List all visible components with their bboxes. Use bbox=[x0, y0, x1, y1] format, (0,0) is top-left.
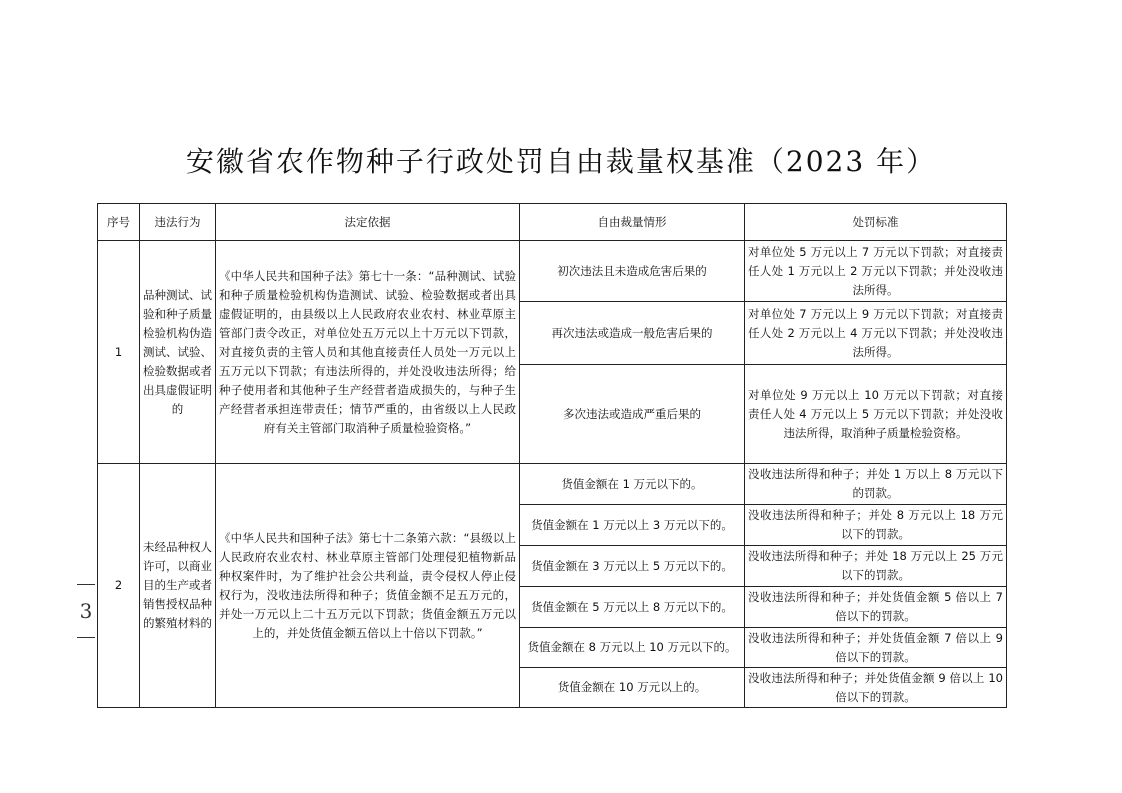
row-basis: 《中华人民共和国种子法》第七十一条：“品种测试、试验和种子质量检验机构伪造测试、试验、检验数据或者出具虚假证明的，由县级以上人民政府农业农村、林业草原主管部门责令改正，对单位处五万元以上十万元以下罚款，对直接负责的主管人员和其他直接责任人员处一万元以上五万元以下罚款；有违法所得的，并处没收违法所得；给种子使用者和其他种子生产经营者造成损失的，与种子生产经营者承担连带责任；情节严重的，由省级以上人民政府有关主管部门取消种子质量检验资格。” bbox=[216, 241, 520, 464]
situation-cell: 多次违法或造成严重后果的 bbox=[520, 365, 745, 464]
header-standard: 处罚标准 bbox=[745, 204, 1007, 241]
penalty-standards-table bbox=[97, 203, 1007, 708]
standard-cell: 没收违法所得和种子；并处货值金额 5 倍以上 7 倍以下的罚款。 bbox=[745, 587, 1007, 628]
situation-cell: 货值金额在 10 万元以上的。 bbox=[520, 668, 745, 708]
standard-cell: 没收违法所得和种子；并处 18 万元以上 25 万元以下的罚款。 bbox=[745, 546, 1007, 587]
situation-cell: 货值金额在 1 万元以上 3 万元以下的。 bbox=[520, 505, 745, 546]
row-seq: 2 bbox=[98, 464, 140, 708]
standard-cell: 对单位处 5 万元以上 7 万元以下罚款；对直接责任人处 1 万元以上 2 万元以下罚款；并处没收违法所得。 bbox=[745, 241, 1007, 302]
header-violation: 违法行为 bbox=[140, 204, 216, 241]
situation-cell: 货值金额在 3 万元以上 5 万元以下的。 bbox=[520, 546, 745, 587]
row-violation: 品种测试、试验和种子质量检验机构伪造测试、试验、检验数据或者出具虚假证明的 bbox=[140, 241, 216, 464]
row-violation: 未经品种权人许可，以商业目的生产或者销售授权品种的繁殖材料的 bbox=[140, 464, 216, 708]
standard-cell: 对单位处 9 万元以上 10 万元以下罚款；对直接责任人处 4 万元以上 5 万元以下罚款；并处没收违法所得，取消种子质量检验资格。 bbox=[745, 365, 1007, 464]
situation-cell: 货值金额在 8 万元以上 10 万元以下的。 bbox=[520, 628, 745, 668]
page-number: 3 bbox=[77, 584, 95, 638]
row-basis: 《中华人民共和国种子法》第七十二条第六款：“县级以上人民政府农业农村、林业草原主管部门处理侵犯植物新品种权案件时，为了维护社会公共利益，责令侵权人停止侵权行为，没收违法所得和种子；货值金额不足五万元的，并处一万元以上二十五万元以下罚款；货值金额五万元以上的，并处货值金额五倍以上十倍以下罚款。” bbox=[216, 464, 520, 708]
header-basis: 法定依据 bbox=[216, 204, 520, 241]
standard-cell: 没收违法所得和种子；并处货值金额 7 倍以上 9 倍以下的罚款。 bbox=[745, 628, 1007, 668]
row-seq: 1 bbox=[98, 241, 140, 464]
standard-cell: 没收违法所得和种子；并处货值金额 9 倍以上 10 倍以下的罚款。 bbox=[745, 668, 1007, 708]
situation-cell: 初次违法且未造成危害后果的 bbox=[520, 241, 745, 302]
table-header-row bbox=[98, 204, 1007, 241]
header-situation: 自由裁量情形 bbox=[520, 204, 745, 241]
table-row bbox=[98, 464, 1007, 505]
situation-cell: 货值金额在 5 万元以上 8 万元以下的。 bbox=[520, 587, 745, 628]
table-row bbox=[98, 241, 1007, 302]
standard-cell: 对单位处 7 万元以上 9 万元以下罚款；对直接责任人处 2 万元以上 4 万元以下罚款；并处没收违法所得。 bbox=[745, 302, 1007, 365]
document-title: 安徽省农作物种子行政处罚自由裁量权基准（2023 年） bbox=[185, 145, 937, 178]
header-seq: 序号 bbox=[98, 204, 140, 241]
situation-cell: 再次违法或造成一般危害后果的 bbox=[520, 302, 745, 365]
standard-cell: 没收违法所得和种子；并处 1 万以上 8 万元以下的罚款。 bbox=[745, 464, 1007, 505]
standard-cell: 没收违法所得和种子；并处 8 万元以上 18 万元以下的罚款。 bbox=[745, 505, 1007, 546]
situation-cell: 货值金额在 1 万元以下的。 bbox=[520, 464, 745, 505]
